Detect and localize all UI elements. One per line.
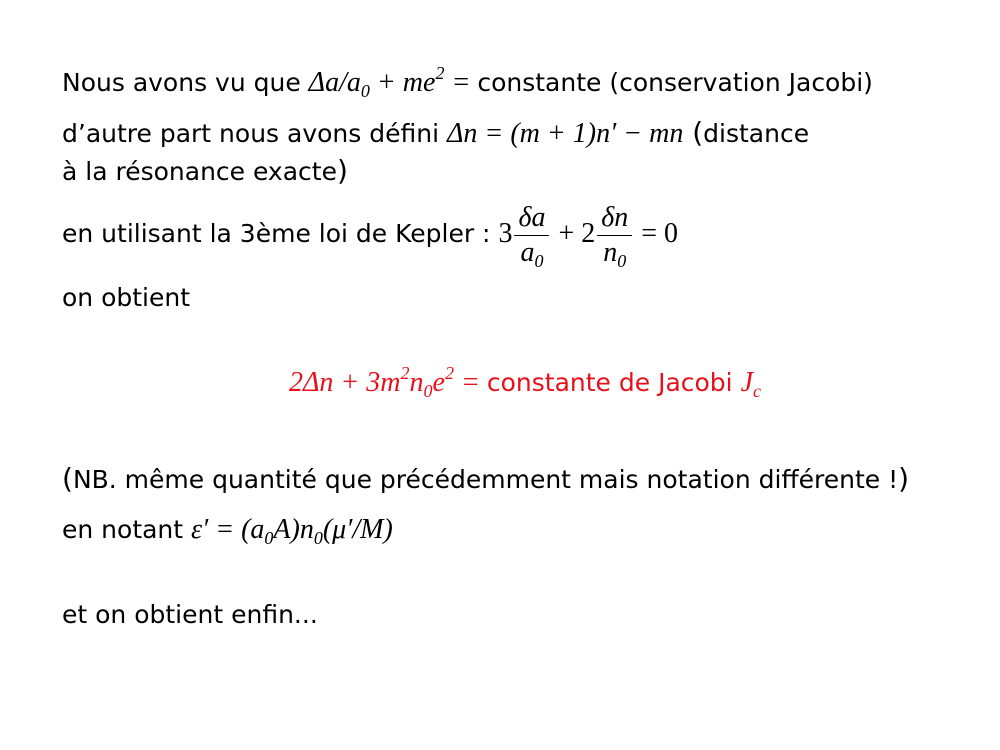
text: on obtient [62,283,191,312]
text: distance [703,119,810,148]
line-nb-note [62,464,909,495]
text: constante de Jacobi [486,368,741,397]
math-equals-zero: = 0 [634,218,679,249]
line-kepler-law [62,200,678,270]
line-delta-n-definition [62,118,809,149]
line-jacobi-conservation [62,63,873,101]
line-on-obtient [62,283,190,313]
jacobi-constant-equation [0,363,1000,401]
denominator: $a_0$ [520,236,544,271]
text: constante (conservation Jacobi) [477,68,873,97]
math-jc: $J_c$ [740,367,762,401]
text: en utilisant la 3ème loi de Kepler : [62,219,499,248]
fraction-delta-n [597,201,632,270]
math-epsilon: $\varepsilon' = (a_0A)n_0(\mu'/M)$ [191,514,393,548]
paren-open: ( [62,462,73,495]
text: en notant [62,515,192,544]
text: d’autre part nous avons défini [62,119,447,148]
math-jacobi-lhs: $2\Delta n + 3m^2n_0e^2$ = [288,363,487,401]
numerator: δn [597,201,632,236]
numerator: δa [514,201,549,236]
math-delta-a: $\Delta a/a_0 + me^2$ = [308,63,478,101]
paren-open: ( [683,116,704,149]
text: Nous avons vu que [62,68,309,97]
math-plus: + 2 [551,218,596,249]
text: NB. même quantité que précédemment mais notation différente ! [72,465,899,494]
paren-close: ) [898,462,910,495]
math-delta-n: Δn = (m + 1)n′ − mn [446,118,684,149]
math-coef: 3 [498,218,513,249]
paren-close: ) [336,154,348,187]
line-conclusion [62,600,318,630]
fraction-delta-a [514,201,549,270]
text: et on obtient enfin... [62,600,318,629]
line-resonance [62,156,348,187]
text: à la résonance exacte [62,157,337,186]
line-epsilon-notation [62,514,393,548]
denominator: $n_0$ [603,236,627,271]
